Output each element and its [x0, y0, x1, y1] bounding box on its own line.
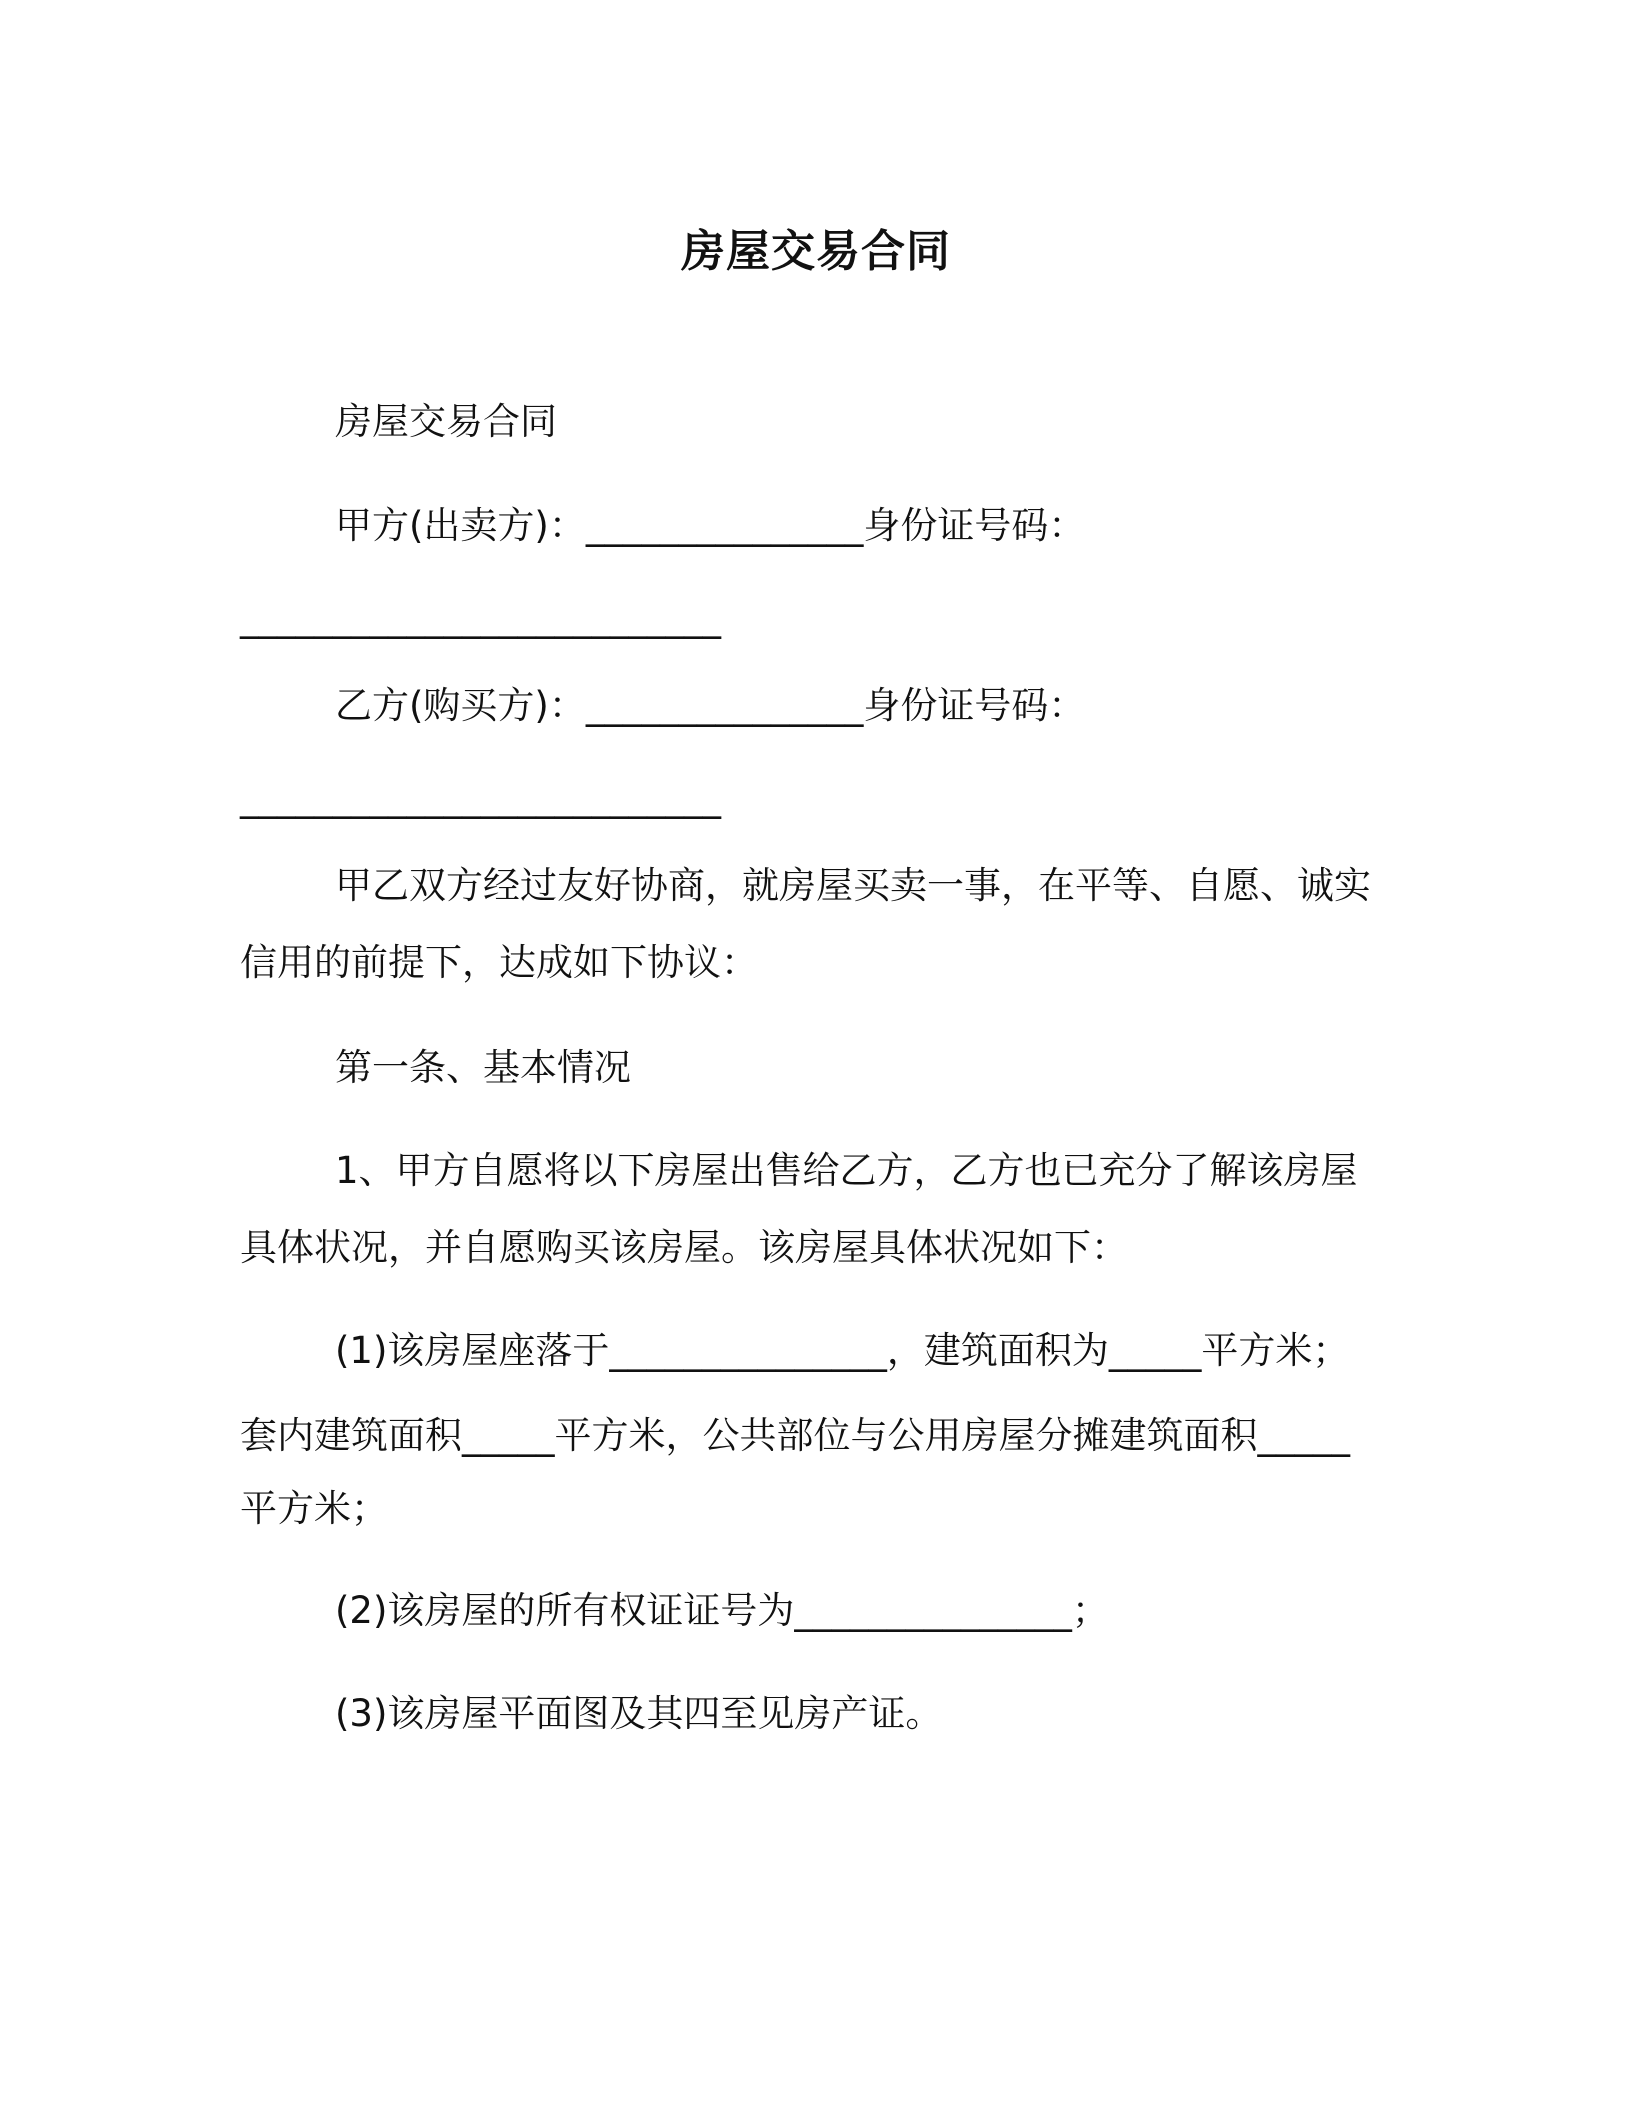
document-title: 房屋交易合同 [681, 226, 951, 277]
clause-1-line-2: 具体状况，并自愿购买该房屋。该房屋具体状况如下： [240, 1226, 1128, 1269]
preamble-line-2: 信用的前提下，达成如下协议： [240, 941, 758, 984]
party-a-id-blank: __________________________ [240, 596, 721, 639]
preamble-line-1: 甲乙双方经过友好协商，就房屋买卖一事，在平等、自愿、诚实 [335, 864, 1371, 907]
article-1-heading: 第一条、基本情况 [335, 1046, 631, 1089]
subtitle-line: 房屋交易合同 [335, 400, 557, 443]
party-b-line: 乙方(购买方)：_______________身份证号码： [335, 684, 1086, 727]
clause-1-line-1: 1、甲方自愿将以下房屋出售给乙方，乙方也已充分了解该房屋 [335, 1149, 1358, 1192]
party-a-line: 甲方(出卖方)：_______________身份证号码： [335, 504, 1086, 547]
item-2-line: (2)该房屋的所有权证证号为_______________； [335, 1589, 1109, 1632]
item-1-line-2: 套内建筑面积_____平方米，公共部位与公用房屋分摊建筑面积_____ [240, 1414, 1350, 1457]
item-1-line-1: (1)该房屋座落于_______________，建筑面积为_____平方米； [335, 1329, 1350, 1372]
item-3-line: (3)该房屋平面图及其四至见房产证。 [335, 1692, 943, 1735]
item-1-line-3: 平方米； [240, 1487, 388, 1530]
party-b-id-blank: __________________________ [240, 776, 721, 819]
